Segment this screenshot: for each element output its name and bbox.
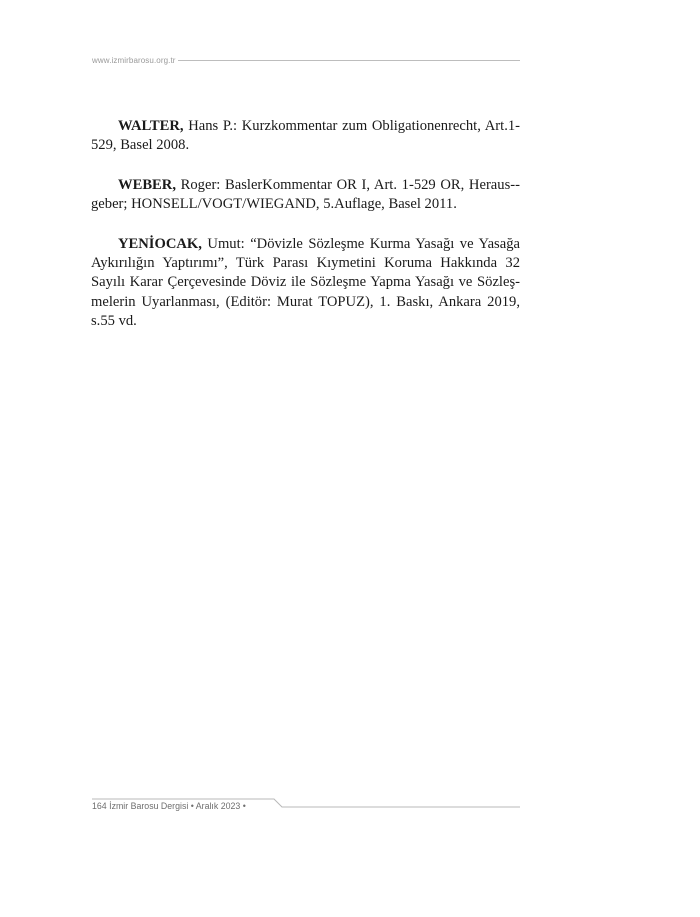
header-rule	[178, 60, 520, 61]
running-header	[92, 53, 520, 67]
bibliography-entry	[91, 117, 520, 156]
entry-text: Roger: BaslerKommentar OR I, Art. 1-529 OR, Heraus-geber; HONSELL/VOGT/WIEGAND, 5.Auflage, Basel 2011.	[91, 176, 520, 213]
entry-author: YENİOCAK,	[118, 235, 202, 252]
entry-author: WEBER,	[118, 176, 176, 193]
bibliography	[91, 117, 520, 352]
entry-text: Hans P.: Kurzkommentar zum Obligationenrecht, Art.1-529, Basel 2008.	[91, 118, 520, 154]
header-url: www.izmirbarosu.org.tr	[92, 55, 176, 65]
entry-author: WALTER,	[118, 118, 184, 134]
running-footer	[92, 797, 520, 817]
bibliography-entry	[91, 176, 520, 215]
bibliography-entry	[91, 235, 520, 332]
entry-text: Umut: “Dövizle Sözleşme Kurma Yasağı ve Yasağa Aykırılığın Yaptırımı”, Türk Parası Kıymetini Koruma Hakkında 32 Sayılı Karar Çerçevesinde Döviz ile Sözleşme Yapma Yasağı ve Sözleş-melerin Uyarlanması, (Editör: Murat TOPUZ), 1. Baskı, Ankara 2019, s.55 vd.	[91, 235, 520, 330]
footer-text: 164 İzmir Barosu Dergisi • Aralık 2023 •	[92, 801, 246, 811]
